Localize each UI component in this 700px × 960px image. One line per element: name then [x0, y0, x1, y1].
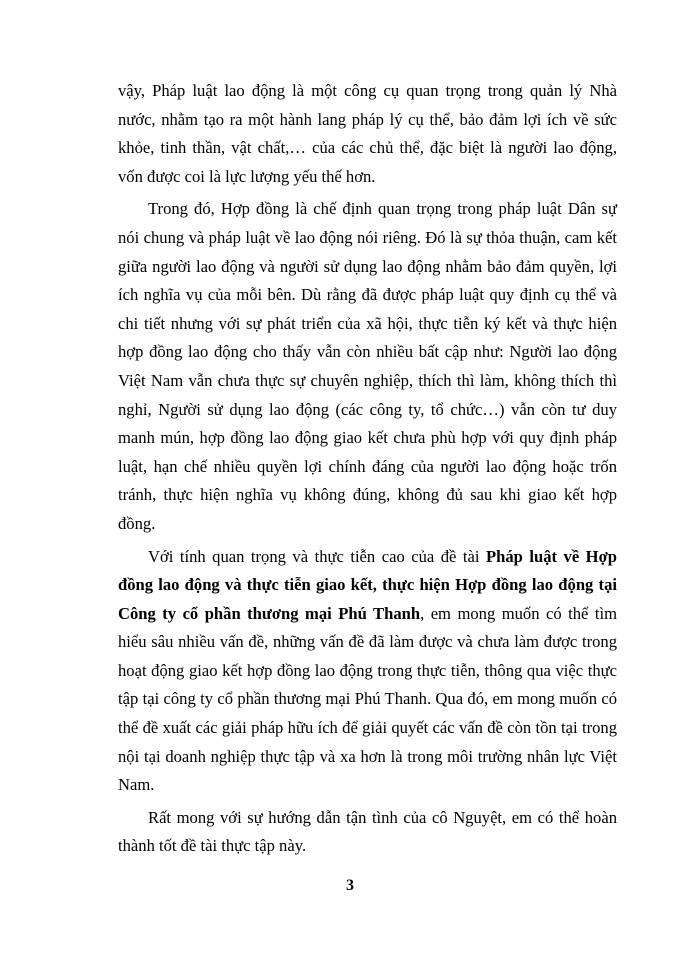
paragraph-3-tail: , em mong muốn có thể tìm hiểu sâu nhiều vấn đề, những vấn đề đã làm được và chưa làm được trong hoạt động giao kết hợp đồng lao động trong thực tiễn, thông qua việc thực tập tại công ty cổ phần thương mại Phú Thanh. Qua đó, em mong muốn có thể đề xuất các giải pháp hữu ích để giải quyết các vấn đề còn tồn tại trong nội tại doanh nghiệp thực tập và xa hơn là trong môi trường nhân lực Việt Nam. — [118, 603, 617, 795]
thesis-title: Pháp luật về Hợp đồng lao động và thực tiễn giao kết, thực hiện Hợp đồng lao động tại Công ty cổ phần thương mại Phú Thanh — [118, 546, 617, 623]
body-text — [118, 77, 617, 865]
paragraph-2: Trong đó, Hợp đồng là chế định quan trọng trong pháp luật Dân sự nói chung và pháp luật về lao động nói riêng. Đó là sự thỏa thuận, cam kết giữa người lao động và người sử dụng lao động nhằm bảo đảm quyền, lợi ích nghĩa vụ của mỗi bên. Dù rằng đã được pháp luật quy định cụ thể và chi tiết nhưng với sự phát triển của xã hội, thực tiễn ký kết và thực hiện hợp đồng lao động cho thấy vẫn còn nhiều bất cập như: Người lao động Việt Nam vẫn chưa thực sự chuyên nghiệp, thích thì làm, không thích thì nghỉ, Người sử dụng lao động (các công ty, tổ chức…) vẫn còn tư duy manh mún, hợp đồng lao động giao kết chưa phù hợp với quy định pháp luật, hạn chế nhiều quyền lợi chính đáng của người lao động hoặc trốn tránh, thực hiện nghĩa vụ không đúng, không đủ sau khi giao kết hợp đồng. — [118, 199, 617, 533]
paragraph-1: vậy, Pháp luật lao động là một công cụ quan trọng trong quản lý Nhà nước, nhằm tạo ra một hành lang pháp lý cụ thể, bảo đảm lợi ích về sức khỏe, tinh thần, vật chất,… của các chủ thể, đặc biệt là người lao động, vốn được coi là lực lượng yếu thế hơn. — [118, 81, 617, 186]
page-number: 3 — [346, 877, 354, 894]
paragraph-3-lead: Với tính quan trọng và thực tiễn cao của đề tài — [148, 546, 486, 566]
paragraph-4: Rất mong với sự hướng dẫn tận tình của cô Nguyệt, em có thể hoàn thành tốt đề tài thực tập này. — [118, 807, 617, 856]
paragraph-3 — [118, 543, 617, 800]
